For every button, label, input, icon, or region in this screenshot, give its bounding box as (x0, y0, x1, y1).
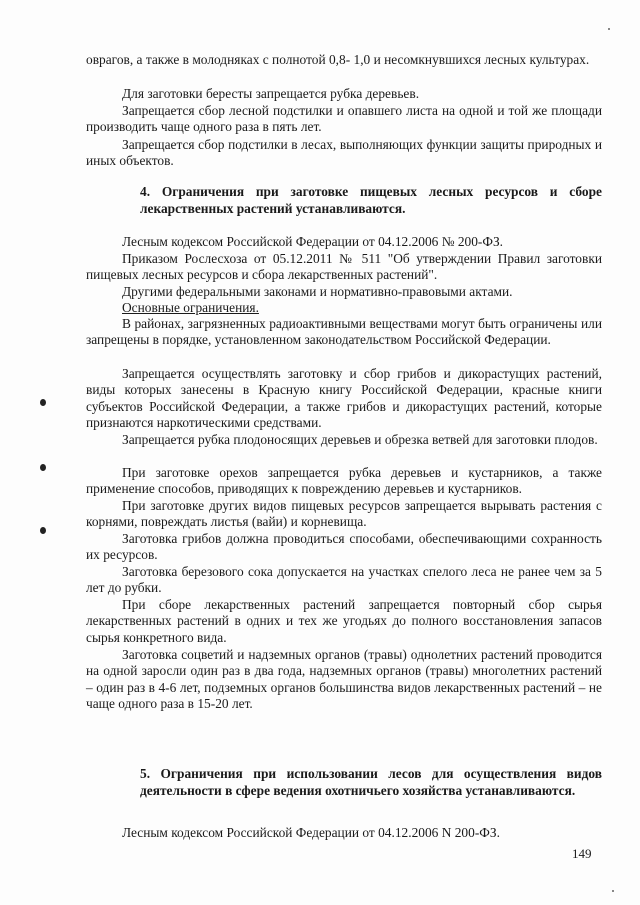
paragraph: Запрещается сбор подстилки в лесах, выполняющих функции защиты природных и иных объектов. (86, 137, 602, 169)
main-restrictions-label: Основные ограничения. (122, 300, 259, 315)
source-reference: Другими федеральными законами и нормативно-правовыми актами. (122, 284, 513, 299)
source-reference: Лесным кодексом Российской Федерации от 04.12.2006 N 200-ФЗ. (122, 825, 500, 840)
source-reference: Лесным кодексом Российской Федерации от 04.12.2006 № 200-ФЗ. (122, 234, 504, 249)
restriction-paragraph: Заготовка грибов должна проводиться способами, обеспечивающими сохранность их ресурсов. (86, 531, 602, 563)
restriction-paragraph: В районах, загрязненных радиоактивными веществами могут быть ограничены или запрещены в порядке, установленном законодательством Российской Федерации. (86, 316, 602, 348)
restriction-paragraph: Заготовка соцветий и надземных органов (травы) однолетних растений проводится на одной заросли один раз в два года, надземных органов (травы) многолетних растений – один раз в 4-6 лет, подземных органов большинства видов лекарственных растений – не чаще одного раза в 15-20 лет. (86, 647, 602, 712)
page-number: 149 (572, 846, 592, 861)
scan-speck (612, 890, 614, 892)
restriction-paragraph: Запрещается осуществлять заготовку и сбор грибов и дикорастущих растений, виды которых занесены в Красную книгу Российской Федерации, красные книги субъектов Российской Федерации, а также грибов и дикорастущих растений, которые признаются наркотическими средствами. (86, 366, 602, 431)
punch-hole-mark (40, 464, 46, 471)
punch-hole-mark (40, 399, 46, 406)
restriction-paragraph: При сборе лекарственных растений запрещается повторный сбор сырья лекарственных растений в одних и тех же угодьях до полного восстановления запасов сырья конкретного вида. (86, 597, 602, 645)
main-restrictions-line (86, 300, 602, 316)
restriction-paragraph: Заготовка березового сока допускается на участках спелого леса не ранее чем за 5 лет до рубки. (86, 564, 602, 596)
source-reference: Приказом Рослесхоза от 05.12.2011 № 511 "Об утверждении Правил заготовки пищевых лесных ресурсов и сбора лекарственных растений". (86, 251, 602, 283)
section-heading-5: 5. Ограничения при использовании лесов для осуществления видов деятельности в сфере ведения охотничьего хозяйства устанавливаются. (140, 766, 602, 798)
paragraph: Запрещается сбор лесной подстилки и опавшего листа на одной и той же площади производить чаще одного раза в пять лет. (86, 103, 602, 135)
restriction-paragraph: Запрещается рубка плодоносящих деревьев и обрезка ветвей для заготовки плодов. (122, 432, 598, 447)
restriction-paragraph: При заготовке орехов запрещается рубка деревьев и кустарников, а также применение способов, приводящих к повреждению деревьев и кустарников. (86, 465, 602, 497)
paragraph: Для заготовки бересты запрещается рубка деревьев. (122, 86, 420, 101)
restriction-paragraph: При заготовке других видов пищевых ресурсов запрещается вырывать растения с корнями, повреждать листья (вайи) и корневища. (86, 498, 602, 530)
scan-speck (608, 28, 610, 30)
paragraph: оврагов, а также в молодняках с полнотой 0,8- 1,0 и несомкнувшихся лесных культурах. (86, 52, 590, 67)
punch-hole-mark (40, 527, 46, 534)
section-heading-4: 4. Ограничения при заготовке пищевых лесных ресурсов и сборе лекарственных растений устанавливаются. (140, 184, 602, 216)
